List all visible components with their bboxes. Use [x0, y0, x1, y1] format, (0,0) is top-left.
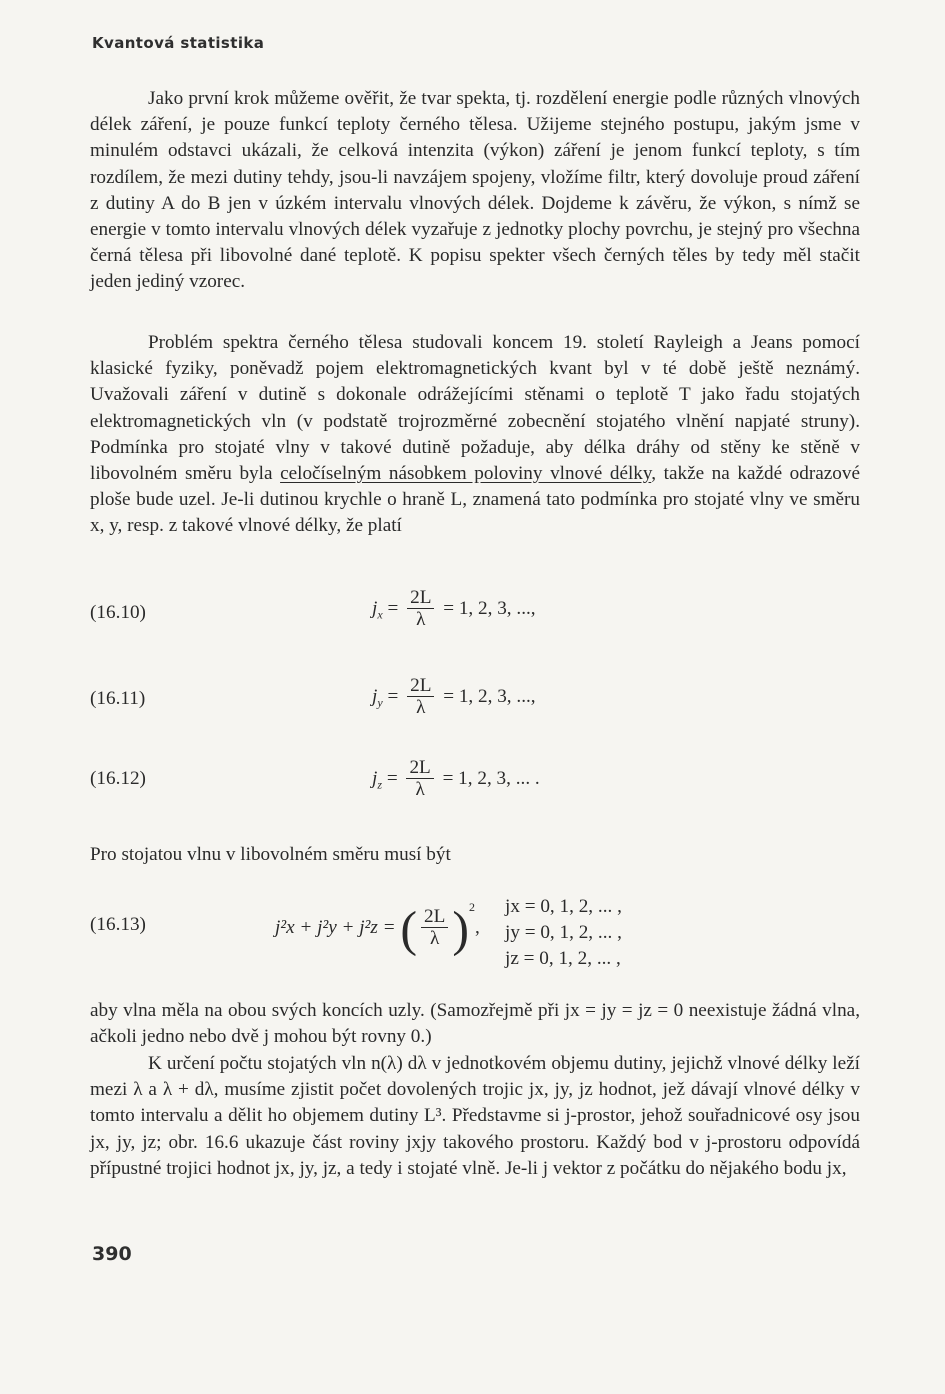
condition-jy: jy = 0, 1, 2, ... ,: [505, 922, 622, 943]
paragraph-3: Pro stojatou vlnu v libovolném směru musí být: [90, 844, 451, 865]
fraction: [421, 907, 448, 950]
denominator: λ: [416, 609, 426, 630]
lhs-sub: x: [377, 607, 383, 622]
lhs-sub: z: [377, 777, 383, 792]
underlined-phrase: celočíselným násobkem poloviny vlnové délky: [280, 463, 652, 485]
numerator: 2L: [407, 588, 434, 609]
equation-16-11: [90, 675, 860, 756]
left-paren: (: [400, 900, 418, 957]
condition-jx: jx = 0, 1, 2, ... ,: [505, 896, 622, 917]
numerator: 2L: [406, 758, 433, 779]
page-number: 390: [92, 1243, 132, 1265]
equation-body: $j_x$ = $\frac{2L}{\lambda}$ = 1, 2, 3, ...,: [372, 587, 536, 630]
exponent: 2: [469, 900, 476, 914]
running-header: Kvantová statistika: [92, 34, 265, 52]
paragraph-2-part-b: , takže na každé odrazové ploše bude uzel. Je-li dutinou krychle o hraně L, znamená tato podmínka pro stojaté vlny ve směru x, y, resp. z takové vlnové délky, že platí: [90, 463, 860, 537]
fraction: [407, 676, 434, 719]
equation-16-12: [90, 757, 860, 838]
equation-body: j²x + j²y + j²z = ( $\frac{2L}{\lambda}$ )$^2$,: [275, 900, 480, 957]
paragraph-2-part-a: Problém spektra černého tělesa studovali koncem 19. století Rayleigh a Jeans pomocí klasické fyziky, poněvadž pojem elektromagnetických kvant byl v té době ještě neznámý. Uvažovali záření v dutině s dokonale odrážejícími stěnami o teplotě T jako řadu stojatých elektromagnetických vln (v podstatě trojrozměrné zobecnění stojatého vlnění napjaté struny). Podmínka pro stojaté vlny v takové dutině požaduje, aby délka dráhy od stěny ke stěně v libovolném směru byla: [90, 332, 860, 485]
equation-body: $j_y$ = $\frac{2L}{\lambda}$ = 1, 2, 3, ...,: [372, 675, 536, 718]
paragraph-2: [90, 330, 860, 540]
denominator: λ: [416, 697, 426, 718]
equation-number: (16.11): [90, 688, 146, 709]
paragraph-1: Jako první krok můžeme ověřit, že tvar spekta, tj. rozdělení energie podle různých vlnových délek záření, je pouze funkcí teploty černého tělesa. Užijeme stejného postupu, jakým jsme v minulém odstavci ukázali, že celková intenzita (výkon) záření je jenom funkcí teploty, s tím rozdílem, že mezi dutiny tehdy, jsou-li navzájem spojeny, vložíme filtr, který dovoluje proud záření z dutiny A do B jen v úzkém intervalu vlnových délek. Dojdeme k závěru, že výkon, s nímž se energie v tomto intervalu vlnových délek vyzařuje z jednotky plochy povrchu, je stejný pro všechna černá tělesa při libovolné dané teplotě. K popisu spekter všech černých těles by tedy měl stačit jeden jediný vzorec.: [90, 88, 860, 293]
lhs-var: j: [372, 767, 378, 789]
lhs-var: j: [372, 597, 378, 619]
lhs: j²x + j²y + j²z =: [275, 917, 396, 938]
denominator: λ: [430, 928, 440, 950]
equation-body: $j_z$ = $\frac{2L}{\lambda}$ = 1, 2, 3, ... .: [372, 757, 540, 800]
equation-16-10: [90, 587, 860, 668]
denominator: λ: [415, 779, 425, 800]
equation-16-13: [90, 896, 860, 994]
lhs-sub: y: [377, 695, 383, 710]
paragraph-4: aby vlna měla na obou svých koncích uzly. (Samozřejmě při jx = jy = jz = 0 neexistuje žádná vlna, ačkoli jedno nebo dvě j mohou být rovny 0.): [90, 1000, 860, 1048]
lhs-var: j: [372, 685, 378, 707]
numerator: 2L: [407, 676, 434, 697]
equation-number: (16.12): [90, 768, 146, 789]
paragraph-5: K určení počtu stojatých vln n(λ) dλ v jednotkovém objemu dutiny, jejichž vlnové délky leží mezi λ a λ + dλ, musíme zjistit počet dovolených trojic jx, jy, jz hodnot, jež dávají vlnové délky v tomto intervalu a dělit ho objemem dutiny L³. Představme si j-prostor, jehož souřadnicové osy jsou jx, jy, jz; obr. 16.6 ukazuje část roviny jxjy takového prostoru. Každý bod v j-prostoru odpovídá přípustné trojici hodnot jx, jy, jz, a tedy i stojaté vlně. Je-li j vektor z počátku do nějakého bodu jx,: [90, 1053, 860, 1179]
right-paren: ): [452, 900, 470, 957]
rhs: = 1, 2, 3, ...,: [443, 685, 536, 707]
rhs: = 1, 2, 3, ...,: [443, 597, 536, 619]
numerator: 2L: [421, 907, 448, 928]
equation-number: (16.13): [90, 914, 146, 935]
condition-jz: jz = 0, 1, 2, ... ,: [505, 948, 621, 969]
equation-number: (16.10): [90, 602, 146, 623]
fraction: [407, 588, 434, 631]
fraction: [406, 758, 433, 801]
conditions: [505, 894, 622, 972]
rhs: = 1, 2, 3, ... .: [442, 767, 540, 789]
